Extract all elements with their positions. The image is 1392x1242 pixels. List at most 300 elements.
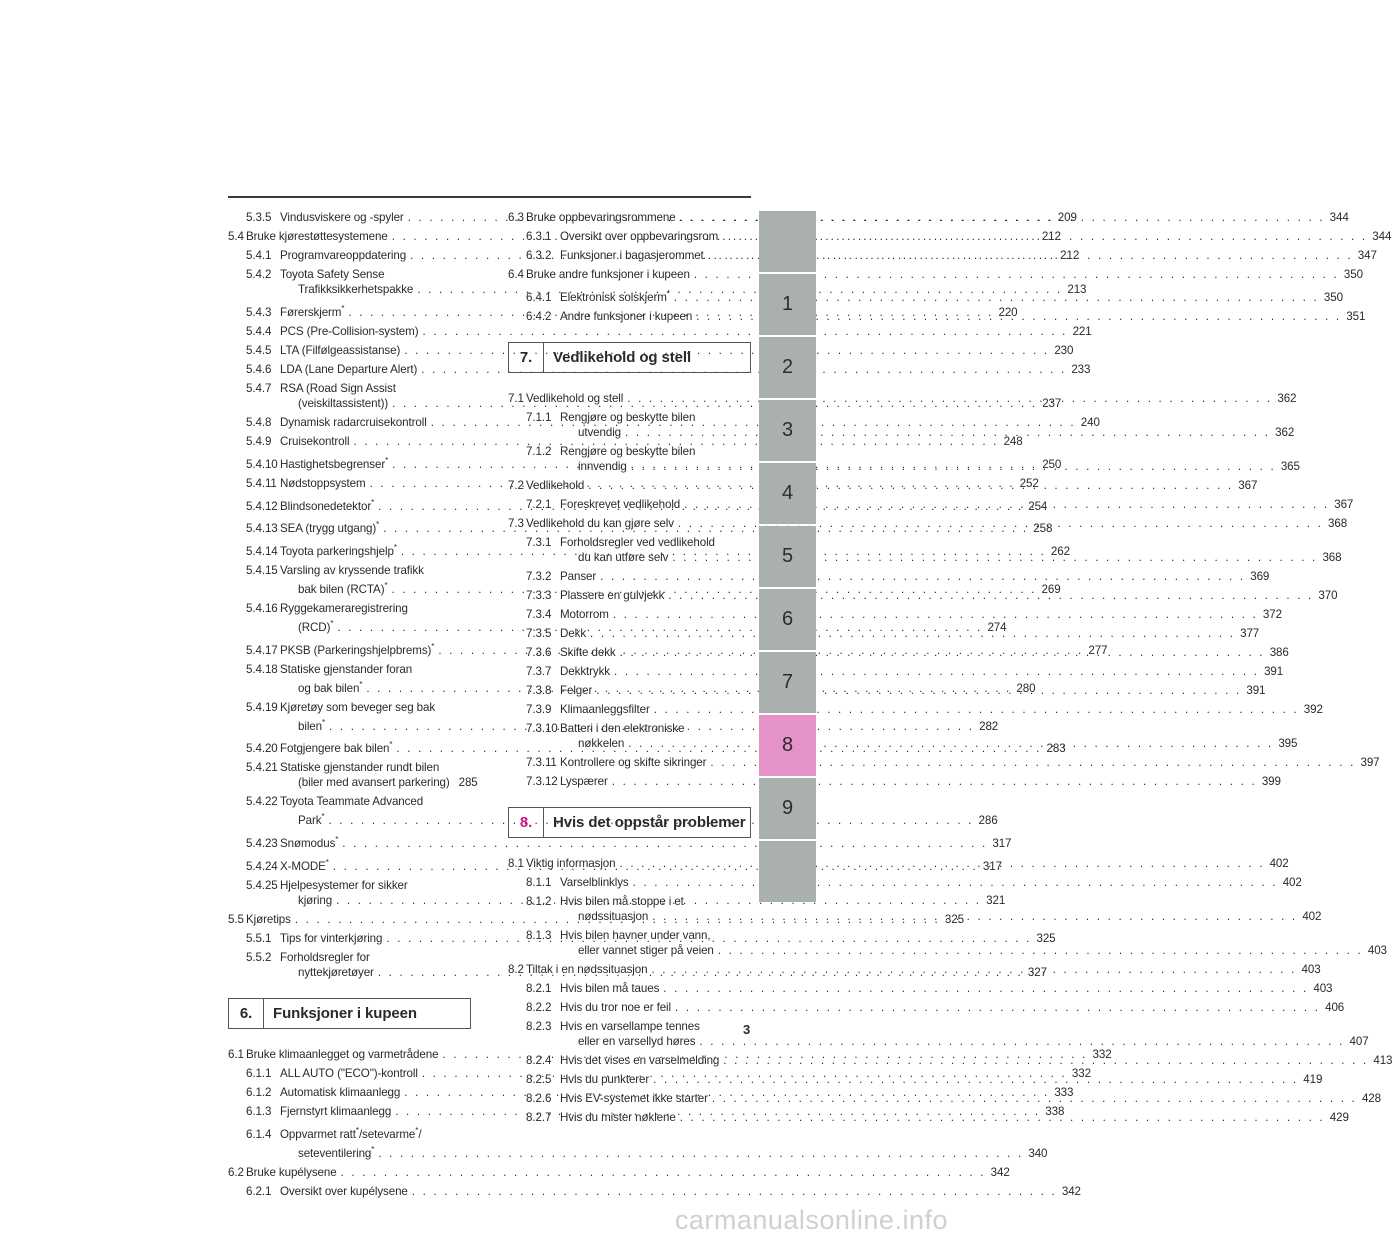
toc-entry-heading — [228, 878, 471, 893]
toc-entry-title: Plassere en gulvjekk — [560, 588, 665, 602]
toc-entry-number: 8.2.1 — [526, 981, 552, 995]
toc-entry-title: Hvis EV-systemet ikke starter — [560, 1091, 708, 1105]
toc-entry-title: Forholdsregler ved vedlikehold — [560, 535, 715, 549]
toc-entry-number: 5.4.3 — [246, 305, 272, 319]
toc-entry-page: 332 — [1071, 1067, 1091, 1081]
toc-entry-page: 402 — [1269, 856, 1289, 870]
leader-dots — [723, 1053, 1368, 1068]
toc-entry-number: 5.4.13 — [246, 522, 278, 536]
leader-dots — [652, 909, 1297, 924]
toc-entry-page: 403 — [1301, 962, 1321, 976]
leader-dots — [620, 856, 1265, 871]
leader-dots — [631, 459, 1276, 474]
toc-entry-page: 403 — [1313, 981, 1333, 995]
toc-entry-title: RSA (Road Sign Assist — [280, 381, 396, 395]
toc-entry-title: Bruke oppbevaringsrommene — [526, 211, 676, 224]
toc-entry-title: Bruke klimaanlegget og varmetrådene — [246, 1048, 439, 1062]
toc-entry-number: 5.4.17 — [246, 643, 278, 657]
toc-entry-title: Panser — [560, 569, 597, 583]
section-title: Funksjoner i kupeen — [273, 1005, 417, 1023]
chapter-tab-1[interactable]: 1 — [759, 274, 816, 335]
toc-entry-title-cont: bak bilen (RCTA)* — [298, 581, 388, 597]
toc-entry-number: 6.1.4 — [246, 1127, 272, 1141]
chapter-tab-3[interactable]: 3 — [759, 400, 816, 461]
toc-entry-title: Statiske gjenstander foran — [280, 662, 413, 676]
toc-entry-title: Hastighetsbegrenser* — [280, 455, 389, 471]
toc-entry-title: PCS (Pre-Collision-system) — [280, 324, 419, 338]
toc-entry[interactable] — [508, 664, 1284, 679]
toc-entry[interactable] — [228, 760, 478, 790]
toc-entry-heading — [228, 700, 471, 715]
toc-entry-title: Statiske gjenstander rundt bilen — [280, 761, 440, 775]
leader-dots — [651, 962, 1296, 977]
leader-dots — [613, 607, 1258, 622]
toc-entry-number: 5.4.5 — [246, 343, 272, 357]
toc-entry-title: Tips for vinterkjøring — [280, 932, 383, 946]
toc-entry[interactable] — [508, 267, 1363, 282]
toc-entry-page: 274 — [987, 621, 1007, 635]
toc-entry-number: 5.4.11 — [246, 476, 277, 490]
toc-entry-title: Hvis du punkterer — [560, 1072, 650, 1086]
toc-entry-page: 332 — [1092, 1048, 1112, 1062]
toc-entry-title-cont: bilen* — [298, 717, 326, 733]
toc-entry-line — [508, 875, 1302, 890]
leader-dots — [625, 425, 1270, 440]
toc-entry-heading — [228, 563, 471, 578]
toc-entry-number: 5.4.16 — [246, 602, 278, 616]
toc-entry-page: 362 — [1277, 391, 1297, 405]
toc-entry-title: Hjelpesystemer for sikker — [280, 879, 408, 893]
toc-entry-title-cont: nødssituasjon — [578, 909, 649, 923]
toc-entry-title: Automatisk klimaanlegg — [280, 1086, 401, 1100]
toc-entry-page: 344 — [1372, 230, 1392, 243]
toc-entry-page: 213 — [1067, 283, 1087, 296]
toc-entry[interactable] — [508, 875, 1302, 890]
toc-entry-page: 283 — [1046, 742, 1066, 756]
leader-dots — [633, 875, 1278, 890]
toc-entry-number: 6.3 — [508, 211, 524, 224]
toc-entry[interactable] — [508, 569, 1270, 584]
toc-entry-number: 5.4.6 — [246, 362, 272, 376]
toc-entry-page: 212 — [1060, 249, 1080, 262]
toc-entry-title-cont: eller en varsellyd høres — [578, 1034, 696, 1048]
toc-entry-title: Kjøretøy som beveger seg bak — [280, 700, 436, 714]
toc-entry-number: 5.4.23 — [246, 837, 278, 851]
toc-entry-title-cont: (RCD)* — [298, 619, 334, 635]
toc-entry-page: 250 — [1042, 457, 1062, 471]
toc-entry-heading — [228, 267, 471, 282]
toc-entry[interactable] — [228, 1123, 1048, 1161]
toc-entry[interactable] — [228, 434, 1023, 449]
toc-entry-heading — [228, 760, 471, 775]
leader-dots — [663, 981, 1308, 996]
toc-entry-title: Klimaanleggsfilter — [560, 702, 650, 716]
toc-entry-page: 237 — [1042, 396, 1062, 410]
toc-entry-number: 8.1.2 — [526, 894, 552, 908]
toc-entry-title: SEA (trygg utgang)* — [280, 520, 380, 536]
leader-dots — [620, 645, 1265, 660]
toc-entry-title: Ryggekameraregistrering — [280, 602, 408, 616]
toc-entry-title: Toyota parkeringshjelp* — [280, 543, 397, 559]
leader-dots — [627, 391, 1272, 406]
toc-entry-line — [508, 702, 1323, 717]
toc-entry-page: 372 — [1262, 607, 1282, 621]
toc-entry-page: 262 — [1050, 545, 1070, 559]
toc-entry-page: 347 — [1357, 249, 1377, 262]
toc-entry-number: 5.4.24 — [246, 860, 278, 874]
toc-entry-heading — [228, 1123, 471, 1142]
toc-entry-heading — [508, 444, 751, 459]
toc-entry-title: Fotgjengere bak bilen* — [280, 740, 393, 756]
toc-entry-number: 5.5.1 — [246, 932, 272, 946]
toc-entry[interactable] — [508, 981, 1333, 996]
toc-entry-title: Førerskjerm* — [280, 304, 345, 319]
toc-entry-line — [228, 832, 1012, 851]
toc-entry-title-cont: seteventilering* — [298, 1144, 375, 1160]
toc-entry-page: 254 — [1028, 499, 1048, 513]
toc-entry-number: 5.4.4 — [246, 324, 272, 338]
toc-entry-title: Hvis du tror noe er feil — [560, 1000, 672, 1014]
toc-entry-heading — [508, 894, 751, 909]
section-title: Hvis det oppstår problemer — [553, 813, 746, 831]
toc-entry-number: 8.1.1 — [526, 875, 552, 889]
toc-entry-line — [508, 267, 1363, 282]
leader-dots — [653, 1072, 1298, 1087]
toc-entry-number: 5.4.14 — [246, 545, 278, 559]
toc-entry-title: Foreskrevet vedlikehold — [560, 497, 681, 511]
toc-entry-page: 344 — [1329, 211, 1349, 224]
toc-entry[interactable] — [228, 324, 1092, 339]
toc-entry-page: 407 — [1349, 1034, 1369, 1048]
toc-entry-title: Skifte dekk — [560, 645, 616, 659]
toc-entry-page: 402 — [1302, 909, 1322, 923]
toc-entry-title: Vedlikehold — [526, 478, 585, 492]
toc-entry-title: Hvis bilen må stoppe i et — [560, 894, 684, 908]
toc-entry-title: Lyspærer — [560, 774, 608, 788]
toc-entry-title-cont: kjøring — [298, 894, 333, 908]
toc-entry-page: 240 — [1080, 415, 1100, 429]
toc-entry-number: 7.3.10 — [526, 721, 558, 735]
section-header-7[interactable] — [508, 342, 751, 373]
toc-entry-page: 386 — [1269, 645, 1289, 659]
toc-entry-page: 403 — [1367, 943, 1387, 957]
toc-entry-page: 338 — [1045, 1105, 1065, 1119]
chapter-tab-5[interactable]: 5 — [759, 526, 816, 587]
leader-dots — [614, 664, 1259, 679]
toc-entry-line — [228, 1165, 1010, 1180]
toc-entry[interactable] — [508, 1000, 1345, 1015]
toc-entry-title: Hvis det vises en varselmelding — [560, 1053, 720, 1067]
toc-entry-page: 282 — [979, 719, 999, 733]
toc-entry-title-cont: du kan utføre selv — [578, 550, 669, 564]
toc-entry-number: 7.2 — [508, 478, 524, 492]
toc-entry-number: 6.1.2 — [246, 1086, 272, 1100]
toc-entry-page: 342 — [1061, 1184, 1081, 1198]
toc-entry-page: 368 — [1328, 516, 1348, 530]
toc-entry-page: 325 — [1036, 932, 1056, 946]
chapter-tab-6[interactable]: 6 — [759, 589, 816, 650]
toc-entry-title: LDA (Lane Departure Alert) — [280, 362, 418, 376]
toc-entry-page: 391 — [1264, 664, 1284, 678]
toc-entry-page: 419 — [1303, 1072, 1323, 1086]
toc-entry-title: Hvis en varsellampe tennes — [560, 1019, 700, 1033]
toc-entry-number: 7.1.2 — [526, 444, 552, 458]
toc-entry-title: Forholdsregler for — [280, 951, 370, 965]
toc-entry-title: Toyota Teammate Advanced — [280, 795, 424, 809]
toc-entry[interactable] — [228, 1184, 1081, 1199]
toc-entry-title: LTA (Filfølgeassistanse) — [280, 343, 401, 357]
toc-entry-page: 402 — [1282, 875, 1302, 889]
leader-dots — [412, 1184, 1057, 1199]
toc-entry-number: 6.4.1 — [526, 290, 552, 304]
toc-entry-number: 7.3.6 — [526, 645, 552, 659]
toc-entry-heading — [508, 410, 751, 425]
leader-dots — [341, 1165, 986, 1180]
toc-entry-number: 5.5 — [228, 913, 244, 927]
toc-entry-title: Snømodus* — [280, 835, 339, 851]
toc-entry-number: 7.3.12 — [526, 774, 558, 788]
toc-entry-number: 8.1 — [508, 856, 524, 870]
toc-entry-page: 317 — [992, 837, 1012, 851]
section-number: 6. — [229, 999, 264, 1028]
toc-entry-page: 230 — [1054, 343, 1074, 357]
toc-entry-line — [228, 1142, 1048, 1161]
toc-entry-page: 350 — [1323, 290, 1343, 304]
toc-entry-title: Hvis bilen må taues — [560, 981, 660, 995]
chapter-tab-blank[interactable] — [759, 841, 816, 902]
chapter-tab-9[interactable]: 9 — [759, 778, 816, 839]
toc-entry-page: 367 — [1238, 478, 1258, 492]
toc-entry-number: 5.4.9 — [246, 434, 272, 448]
toc-entry-number: 7.3.4 — [526, 607, 552, 621]
toc-entry-page: 369 — [1250, 569, 1270, 583]
toc-entry-title: Oppvarmet ratt*/setevarme*/ — [280, 1126, 422, 1141]
toc-entry-title: Dekk — [560, 626, 587, 640]
toc-entry-heading — [228, 662, 471, 677]
toc-entry-number: 7.3 — [508, 516, 524, 530]
toc-entry-title: Kjøretips — [246, 913, 291, 927]
chapter-tab-8[interactable]: 8 — [759, 715, 816, 776]
toc-entry-number: 5.4.12 — [246, 499, 278, 513]
leader-dots — [699, 1034, 1344, 1049]
leader-dots — [588, 478, 1233, 493]
top-rule — [228, 196, 751, 198]
toc-entry-title-cont: og bak bilen* — [298, 679, 363, 695]
toc-entry[interactable] — [508, 755, 1380, 770]
toc-entry-heading — [508, 721, 751, 736]
toc-entry-page: 277 — [1088, 643, 1108, 657]
toc-entry[interactable] — [508, 607, 1282, 622]
chapter-tabs — [759, 211, 816, 904]
toc-entry-number: 6.3.2 — [526, 249, 552, 262]
toc-entry-page: 391 — [1246, 683, 1266, 697]
toc-entry-title: Hvis du mister nøklene — [560, 1110, 676, 1124]
leader-dots — [628, 736, 1273, 751]
toc-entry-page: 370 — [1318, 588, 1338, 602]
toc-entry-title: Toyota Safety Sense — [280, 268, 385, 281]
toc-entry-page: 221 — [1072, 324, 1092, 338]
toc-entry-heading — [508, 928, 751, 943]
toc-entry-heading — [508, 535, 751, 550]
toc-entry-number: 5.4.1 — [246, 249, 272, 262]
toc-entry-title: Viktig informasjon — [526, 856, 616, 870]
watermark: carmanualsonline.info — [674, 1205, 948, 1235]
toc-entry-page: 327 — [1027, 966, 1047, 980]
toc-entry-title: Oversikt over kupélysene — [280, 1184, 408, 1198]
toc-entry-line — [508, 981, 1333, 996]
toc-entry-number: 6.4 — [508, 268, 524, 281]
toc-entry-page: 365 — [1280, 459, 1300, 473]
toc-entry-title: Dynamisk radarcruisekontroll — [280, 415, 427, 429]
toc-entry-number: 5.4.10 — [246, 457, 278, 471]
toc-entry-line — [228, 1184, 1081, 1199]
leader-dots — [722, 229, 1367, 244]
toc-entry-number: 8.2.2 — [526, 1000, 552, 1014]
toc-entry-page: 286 — [978, 814, 998, 828]
toc-entry-number: 5.5.2 — [246, 951, 272, 965]
toc-entry-line — [508, 664, 1284, 679]
toc-entry-heading — [228, 950, 471, 965]
toc-entry-page: 362 — [1275, 425, 1295, 439]
toc-entry-number: 5.3.5 — [246, 211, 272, 224]
toc-entry-title: Fjernstyrt klimaanlegg — [280, 1105, 392, 1119]
toc-entry-number: 6.1.1 — [246, 1067, 272, 1081]
toc-entry-page: 399 — [1261, 774, 1281, 788]
toc-entry-line — [508, 1000, 1345, 1015]
toc-entry-line — [228, 362, 1091, 377]
toc-entry-number: 5.4.19 — [246, 700, 278, 714]
toc-entry-number: 6.2 — [228, 1165, 244, 1179]
toc-entry-page: 252 — [1019, 476, 1039, 490]
toc-entry-title: Bruke kjørestøttesystemene — [246, 230, 388, 243]
toc-entry-title: Kontrollere og skifte sikringer — [560, 755, 707, 769]
toc-entry-title: Bruke kupélysene — [246, 1165, 337, 1179]
page-number: 3 — [743, 1022, 751, 1037]
toc-entry-title-cont: innvendig — [578, 459, 627, 473]
toc-entry-number: 7.3.3 — [526, 588, 552, 602]
toc-entry-title: Tiltak i en nødssituasjon — [526, 962, 648, 976]
toc-entry-number: 5.4.7 — [246, 381, 272, 395]
toc-entry-number: 5.4.20 — [246, 742, 278, 756]
leader-dots — [378, 1146, 1023, 1161]
toc-entry-title: X-MODE* — [280, 858, 329, 874]
toc-entry-page: 340 — [1028, 1146, 1048, 1160]
toc-entry-title: Rengjøre og beskytte bilen — [560, 444, 696, 458]
leader-dots — [596, 683, 1241, 698]
toc-entry-number: 7.3.1 — [526, 535, 552, 549]
toc-entry-number: 7.3.5 — [526, 626, 552, 640]
toc-entry-page: 285 — [458, 776, 478, 790]
toc-entry-page: 392 — [1303, 702, 1323, 716]
toc-entry-page: 377 — [1240, 626, 1260, 640]
toc-entry-title: Varselblinklys — [560, 875, 629, 889]
toc-entry-page: 406 — [1325, 1000, 1345, 1014]
chapter-tab-2[interactable]: 2 — [759, 337, 816, 398]
chapter-tab-blank[interactable] — [759, 211, 816, 272]
chapter-tab-7[interactable]: 7 — [759, 652, 816, 713]
toc-entry[interactable] — [508, 774, 1281, 789]
toc-entry-line — [508, 1034, 1369, 1049]
toc-entry[interactable] — [228, 362, 1091, 377]
toc-entry-number: 7.3.2 — [526, 569, 552, 583]
toc-entry-number: 5.4.25 — [246, 879, 278, 893]
toc-entry-page: 220 — [998, 305, 1018, 319]
toc-entry-number: 6.1.3 — [246, 1105, 272, 1119]
leader-dots — [680, 1110, 1325, 1125]
toc-entry-title: Blindsonedetektor* — [280, 497, 375, 513]
section-number: 8. — [509, 808, 544, 837]
toc-entry-title: Andre funksjoner i kupeen — [560, 309, 693, 323]
toc-entry-page: 367 — [1334, 497, 1354, 511]
toc-entry-page: 368 — [1322, 550, 1342, 564]
toc-entry-page: 321 — [986, 894, 1006, 908]
toc-entry-page: 397 — [1360, 755, 1380, 769]
toc-entry-page: 429 — [1329, 1110, 1349, 1124]
toc-entry-line — [508, 943, 1387, 958]
toc-entry-page: 280 — [1016, 681, 1036, 695]
toc-entry-number: 8.2.5 — [526, 1072, 552, 1086]
toc-entry-line — [508, 425, 1295, 440]
toc-entry-title: Dekktrykk — [560, 664, 610, 678]
toc-entry-title: ALL AUTO ("ECO")-kontroll — [280, 1067, 418, 1081]
toc-entry-title: Motorrom — [560, 607, 609, 621]
toc-entry-page: 325 — [944, 913, 964, 927]
toc-entry-title: Funksjoner i bagasjerommet — [560, 249, 704, 262]
toc-entry-number: 8.1.3 — [526, 928, 552, 942]
toc-entry[interactable] — [508, 702, 1323, 717]
toc-entry-heading — [228, 794, 471, 809]
section-header-8[interactable] — [508, 807, 751, 838]
toc-entry-line — [508, 755, 1380, 770]
toc-entry-heading — [228, 601, 471, 616]
toc-entry-page: 428 — [1361, 1091, 1381, 1105]
toc-entry-heading — [508, 1019, 751, 1034]
toc-entry-number: 5.4.8 — [246, 415, 272, 429]
chapter-tab-4[interactable]: 4 — [759, 463, 816, 524]
toc-entry-title: Elektronisk solskjerm* — [560, 289, 670, 304]
toc-entry-title-cont: (veiskiltassistent)) — [298, 396, 389, 410]
toc-entry-line — [228, 775, 478, 790]
toc-entry-line — [228, 434, 1023, 449]
toc-entry-title: Rengjøre og beskytte bilen — [560, 410, 696, 424]
toc-entry-line — [508, 607, 1282, 622]
toc-entry-title: Programvareoppdatering — [280, 249, 407, 262]
toc-entry-title-cont: nøkkelen — [578, 736, 625, 750]
toc-entry-page: 233 — [1071, 362, 1091, 376]
toc-entry[interactable] — [508, 1019, 1369, 1049]
toc-entry[interactable] — [228, 832, 1012, 851]
toc-entry-page: 342 — [990, 1165, 1010, 1179]
toc-entry-line — [508, 569, 1270, 584]
toc-entry-number: 6.4.2 — [526, 309, 552, 323]
toc-entry-number: 6.3.1 — [526, 230, 552, 243]
section-header-6[interactable] — [228, 998, 471, 1029]
leader-dots — [654, 702, 1299, 717]
toc-entry-line — [228, 324, 1092, 339]
toc-entry[interactable] — [228, 1165, 1010, 1180]
toc-entry-number: 8.2.4 — [526, 1053, 552, 1067]
toc-entry-title: Felger — [560, 683, 593, 697]
toc-entry-number: 5.4.2 — [246, 268, 272, 281]
toc-entry-title-cont: Trafikksikkerhetspakke — [298, 283, 414, 296]
toc-entry-page: 269 — [1041, 583, 1061, 597]
toc-entry-number: 8.2 — [508, 962, 524, 976]
toc-entry-number: 8.2.6 — [526, 1091, 552, 1105]
toc-entry-number: 7.3.8 — [526, 683, 552, 697]
toc-entry-page: 258 — [1033, 522, 1053, 536]
leader-dots — [675, 1000, 1320, 1015]
leader-dots — [718, 943, 1363, 958]
